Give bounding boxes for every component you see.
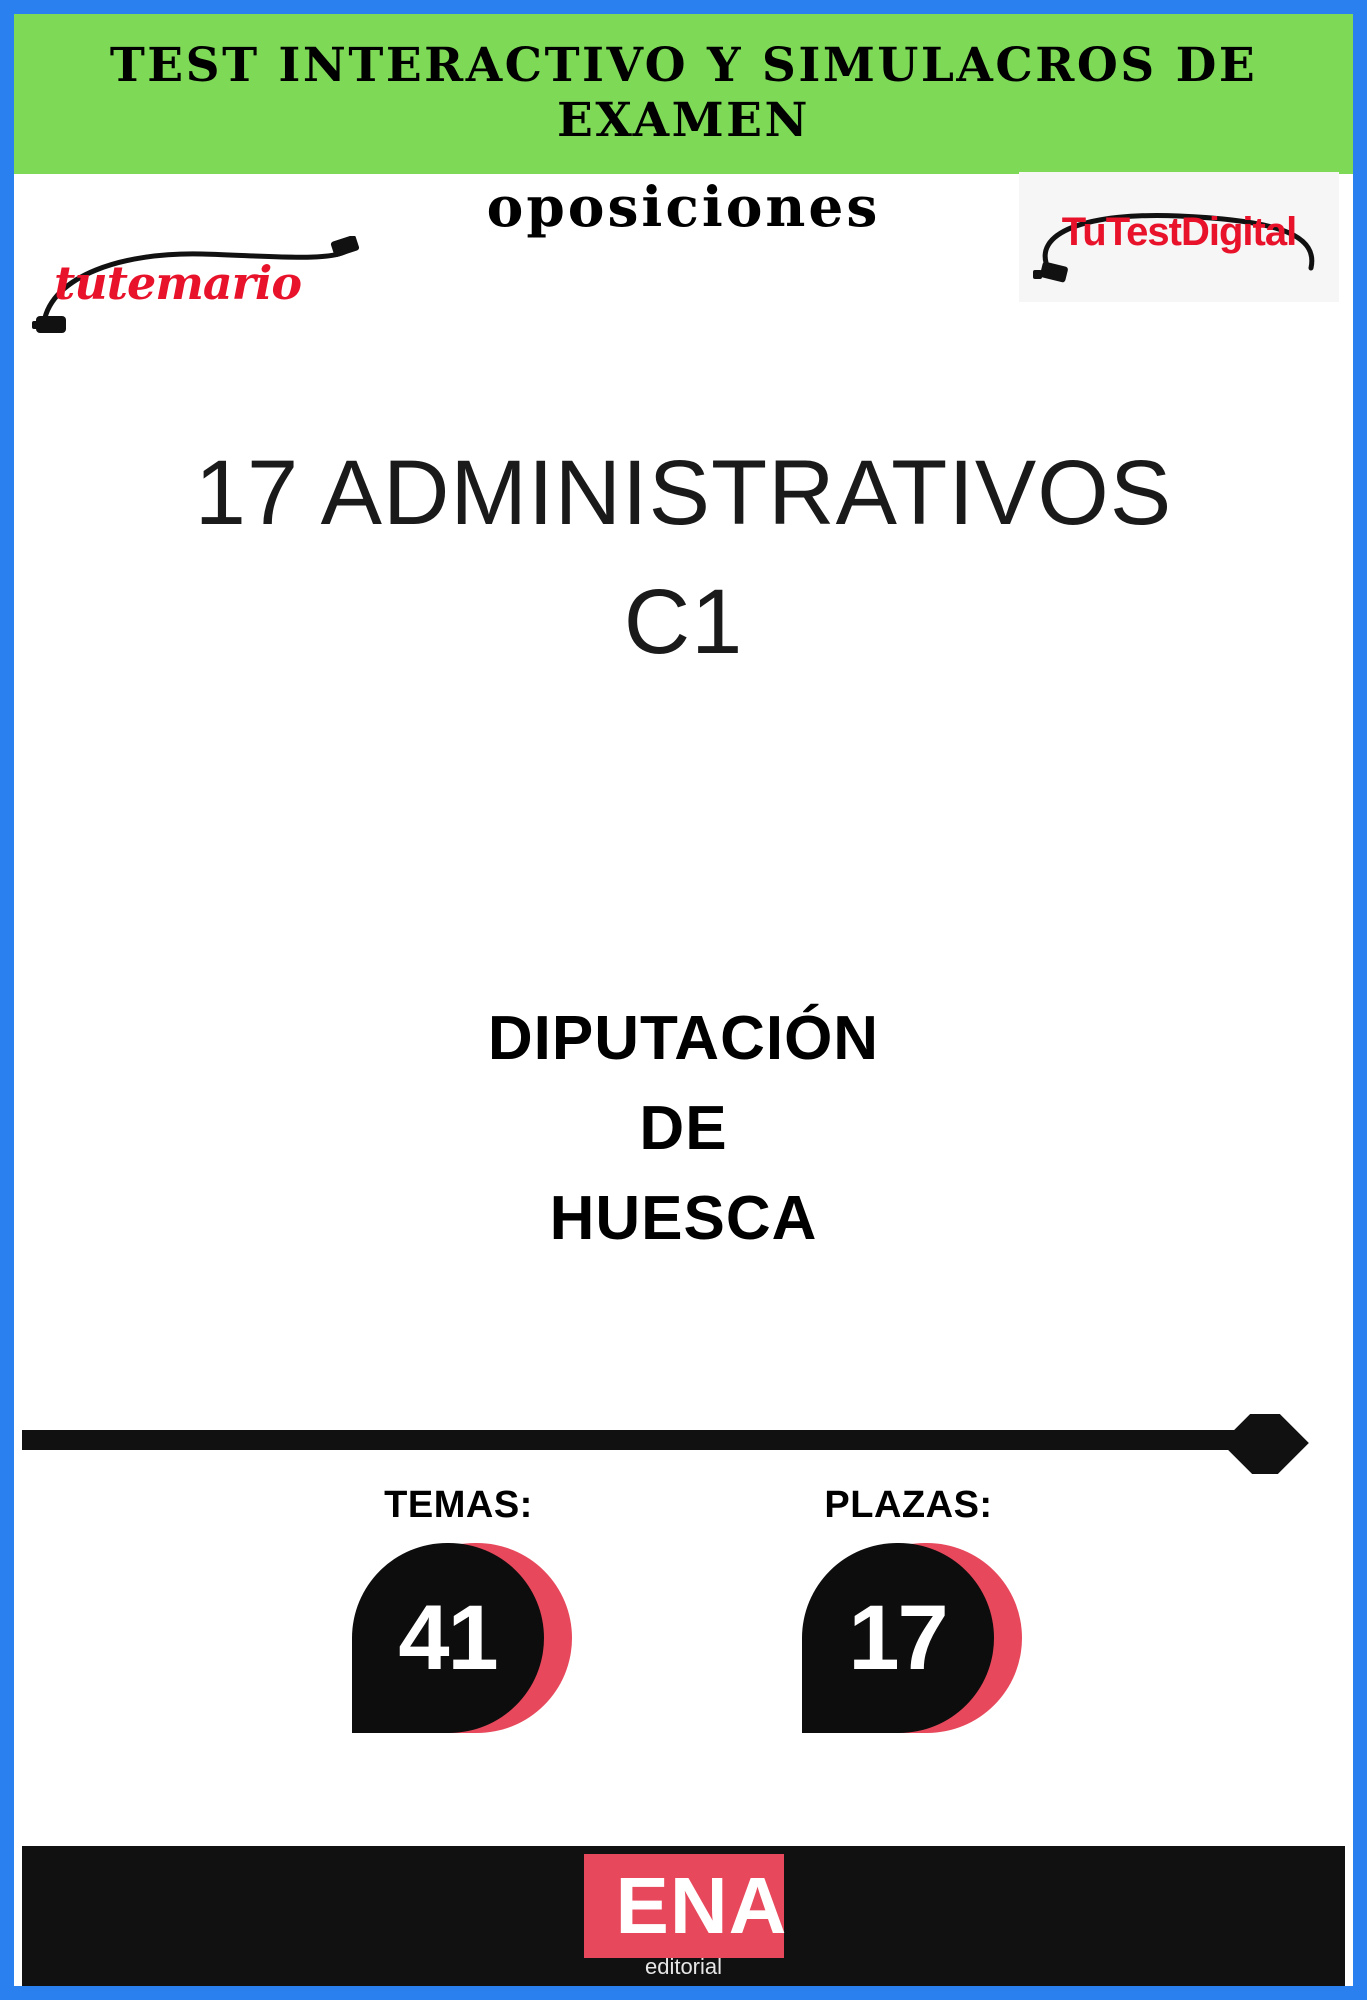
stat-temas <box>309 1484 609 1733</box>
arrow-divider <box>22 1414 1352 1474</box>
organisation-block <box>14 994 1353 1264</box>
logo-tutemario-text: tutemario <box>54 256 302 310</box>
footer-bar <box>22 1846 1345 1986</box>
stat-plazas <box>759 1484 1059 1733</box>
banner-title: TEST INTERACTIVO Y SIMULACROS DE EXAMEN <box>109 38 1258 148</box>
page-title <box>14 429 1353 687</box>
stat-temas-value: 41 <box>398 1586 497 1689</box>
organisation-line3: HUESCA <box>549 1183 818 1253</box>
stat-temas-badge <box>344 1543 574 1733</box>
logo-tutestdigital-text: TuTestDigital <box>1061 210 1297 254</box>
header-banner <box>14 14 1353 174</box>
organisation-line1: DIPUTACIÓN <box>487 1004 880 1073</box>
logo-tutemario <box>32 236 392 346</box>
logo-tutestdigital <box>1019 172 1339 302</box>
footer-subtext: editorial <box>644 1954 723 1979</box>
stat-plazas-label: PLAZAS: <box>824 1484 993 1526</box>
organisation-line2: DE <box>639 1093 728 1163</box>
arrow-right-icon <box>22 1414 1352 1474</box>
footer-logo <box>584 1854 788 1958</box>
page-title-line2: C1 <box>623 570 744 673</box>
poster-inner <box>14 14 1353 1986</box>
page-title-line1: 17 ADMINISTRATIVOS <box>194 442 1173 544</box>
stat-plazas-value: 17 <box>848 1586 947 1689</box>
stat-temas-label: TEMAS: <box>384 1484 533 1526</box>
stats-row <box>14 1484 1353 1733</box>
subtitle-oposiciones: oposiciones <box>486 174 881 239</box>
stat-plazas-badge <box>794 1543 1024 1733</box>
footer-brand: ENA <box>615 1861 788 1950</box>
